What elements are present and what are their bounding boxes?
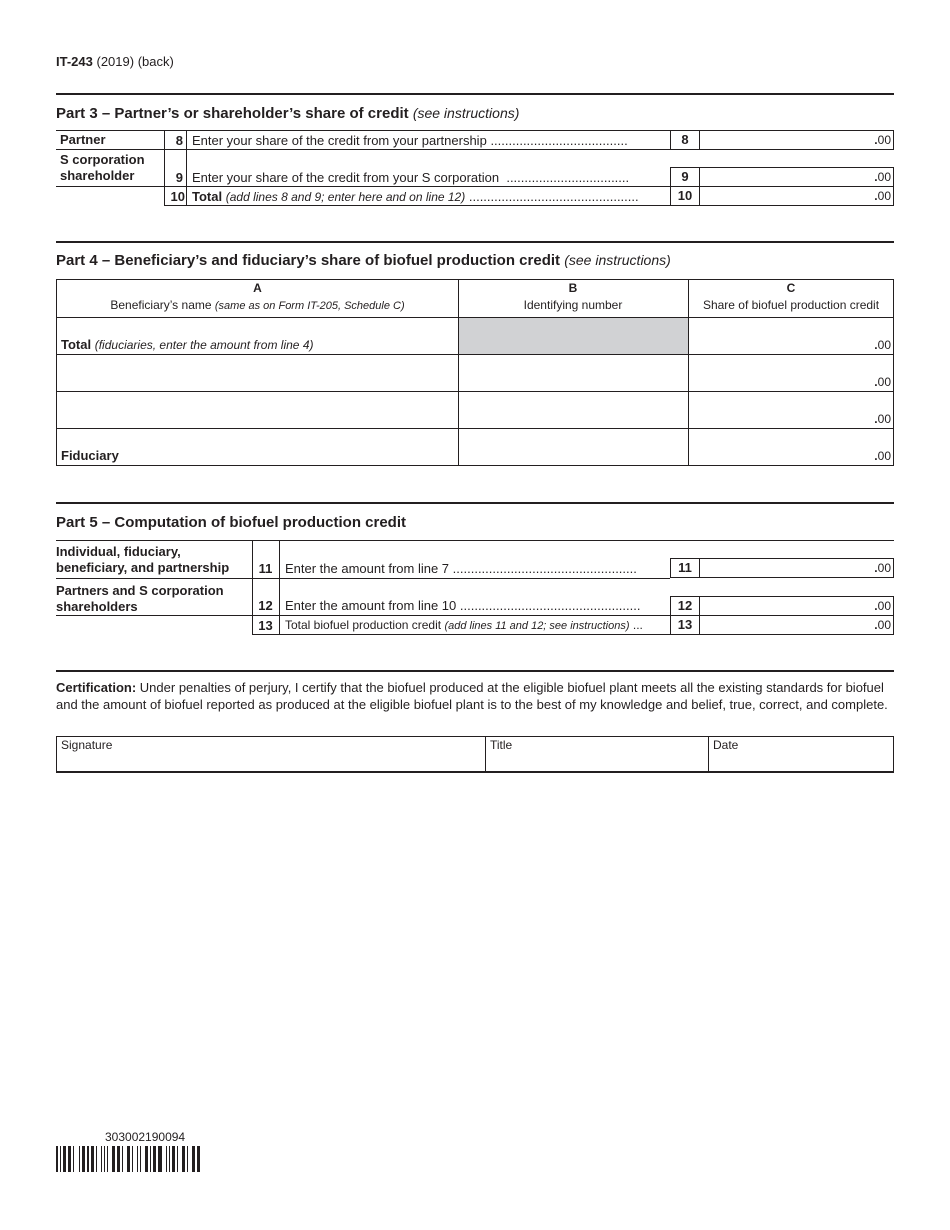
part3-category-partner: Partner xyxy=(60,132,106,147)
part5-table xyxy=(56,540,894,635)
line-13-description: Total biofuel production credit (add lines 11 and 12; see instructions) ... xyxy=(285,618,643,632)
title-label: Title xyxy=(490,738,513,752)
line-8-box-label: 8 xyxy=(670,130,700,150)
form-id: IT-243 xyxy=(56,54,93,69)
part4-divider xyxy=(56,241,894,243)
part5-title: Part 5 – Computation of biofuel production credit xyxy=(56,514,407,531)
row-fiduciary-name: Fiduciary xyxy=(61,448,119,463)
line-number-11: 11 xyxy=(258,561,273,576)
form-year: (2019) xyxy=(96,54,135,69)
fiduciary-amount-input[interactable]: .00 xyxy=(874,449,891,463)
form-side: (back) xyxy=(137,54,174,69)
beneficiary-1-name-input[interactable] xyxy=(57,355,458,391)
part4-table xyxy=(56,279,894,466)
line-11-description: Enter the amount from line 7 ................................................... xyxy=(285,561,637,576)
line-8-description: Enter your share of the credit from your partnership ...................................... xyxy=(192,133,628,148)
beneficiary-2-id-input[interactable] xyxy=(459,392,688,428)
line-9-amount-input[interactable]: .00 xyxy=(699,167,894,187)
signature-field[interactable] xyxy=(57,737,485,772)
line-11-amount-input[interactable]: .00 xyxy=(699,558,894,578)
row-total-id-shaded xyxy=(459,318,688,354)
line-number-10: 10 xyxy=(170,189,185,204)
part3-category-s-corp: S corporation shareholder xyxy=(60,152,145,183)
column-header-c: C Share of biofuel production credit xyxy=(702,281,880,312)
beneficiary-1-id-input[interactable] xyxy=(459,355,688,391)
date-label: Date xyxy=(713,738,739,752)
part5-category-partners: Partners and S corporation shareholders xyxy=(56,583,224,614)
line-10-amount-input[interactable]: .00 xyxy=(699,186,894,206)
part5-category-individual: Individual, fiduciary, beneficiary, and partnership xyxy=(56,544,230,575)
certification-divider xyxy=(56,670,894,672)
line-12-description: Enter the amount from line 10 .................................................. xyxy=(285,598,641,613)
line-12-box-label: 12 xyxy=(670,596,700,616)
column-header-a: A Beneficiary’s name (same as on Form IT-205, Schedule C) xyxy=(110,281,405,312)
line-11-box-label: 11 xyxy=(670,558,700,578)
part3-table xyxy=(56,130,894,206)
line-12-amount-input[interactable]: .00 xyxy=(699,596,894,616)
beneficiary-1-amount-input[interactable]: .00 xyxy=(874,375,891,389)
part5-divider xyxy=(56,502,894,504)
line-10-box-label: 10 xyxy=(670,186,700,206)
line-13-box-label: 13 xyxy=(670,615,700,635)
part4-title: Part 4 – Beneficiary’s and fiduciary’s share of biofuel production credit (see instructions) xyxy=(56,252,671,269)
beneficiary-2-amount-input[interactable]: .00 xyxy=(874,412,891,426)
line-9-description: Enter your share of the credit from your S corporation .................................. xyxy=(192,170,630,185)
date-field[interactable] xyxy=(709,737,893,772)
certification-fields xyxy=(56,736,894,773)
barcode-icon xyxy=(56,1146,202,1172)
title-field[interactable] xyxy=(486,737,708,772)
barcode-number: 303002190094 xyxy=(105,1130,186,1144)
line-9-box-label: 9 xyxy=(670,167,700,187)
line-8-amount-input[interactable]: .00 xyxy=(699,130,894,150)
line-number-9: 9 xyxy=(175,170,183,185)
line-10-description: Total (add lines 8 and 9; enter here and on line 12) ............................................... xyxy=(192,189,639,204)
certification-statement: Certification: Under penalties of perjury, I certify that the biofuel produced at the eligible biofuel plant meets all the existing standards for biofuel and the amount of biofuel reported as produced at the eligible biofuel plant is to the best of my knowledge and belief, true, correct, and complete. xyxy=(56,680,888,712)
line-13-amount-input[interactable]: .00 xyxy=(699,615,894,635)
line-number-12: 12 xyxy=(258,598,273,613)
column-header-b: B Identifying number xyxy=(523,281,623,312)
part3-divider xyxy=(56,93,894,95)
line-number-8: 8 xyxy=(175,133,183,148)
beneficiary-2-name-input[interactable] xyxy=(57,392,458,428)
signature-label: Signature xyxy=(61,738,113,752)
line-number-13: 13 xyxy=(258,618,273,633)
form-header xyxy=(56,54,174,69)
part3-title-note: (see instructions) xyxy=(412,105,520,121)
part4-title-note: (see instructions) xyxy=(564,252,671,268)
part3-title: Part 3 – Partner’s or shareholder’s share of credit (see instructions) xyxy=(56,105,520,122)
row-total-name: Total (fiduciaries, enter the amount from line 4) xyxy=(61,337,314,352)
fiduciary-id-input[interactable] xyxy=(459,429,688,465)
row-total-amount-input[interactable]: .00 xyxy=(874,338,891,352)
